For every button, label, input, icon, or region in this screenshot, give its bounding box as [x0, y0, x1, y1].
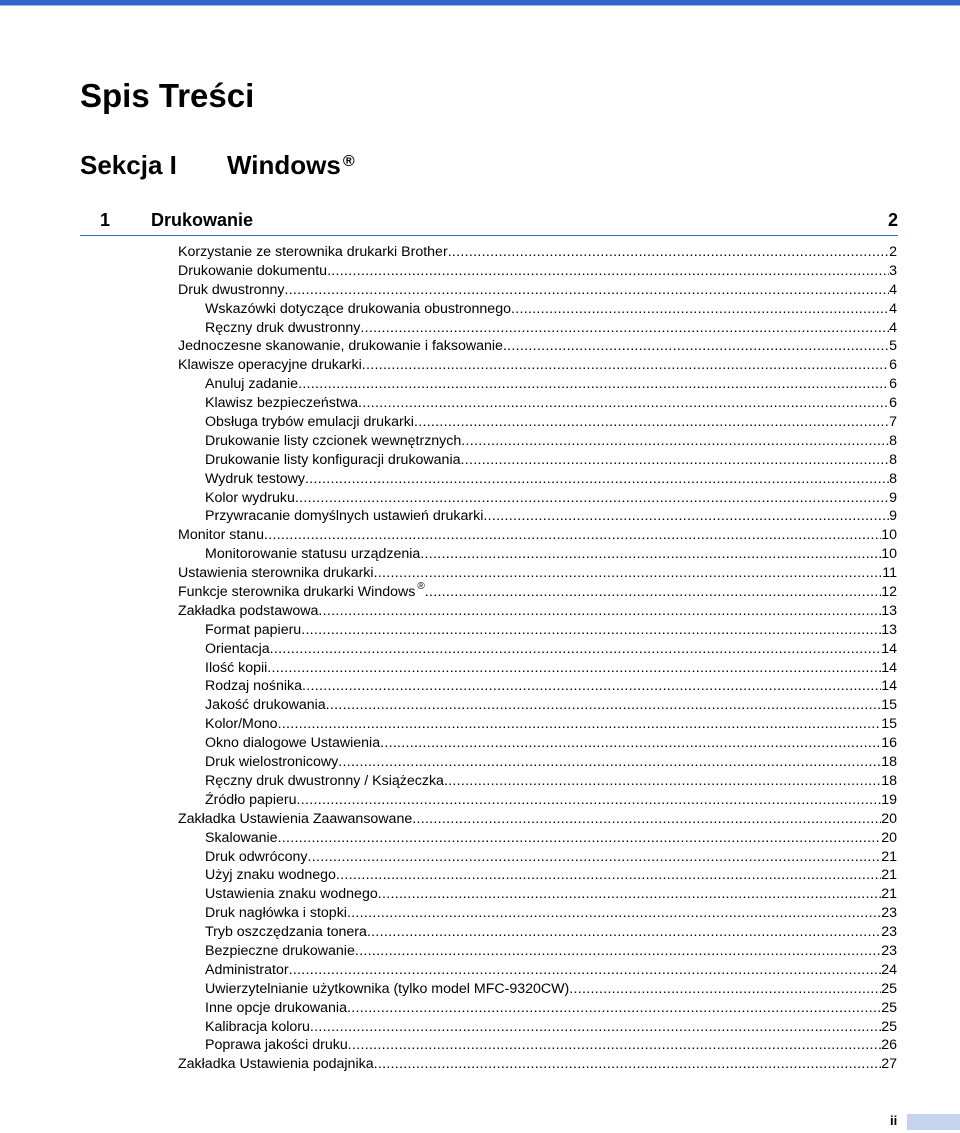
top-accent-rule — [0, 0, 960, 6]
toc-entry-page: 8 — [889, 451, 897, 468]
dot-leader — [448, 243, 889, 262]
toc-entry-page: 3 — [889, 262, 897, 279]
dot-leader — [264, 526, 881, 545]
dot-leader — [355, 942, 881, 961]
toc-entry-title — [205, 961, 289, 980]
toc-entry-title — [205, 904, 347, 923]
toc-entry-page: 25 — [881, 1018, 897, 1035]
toc-entry-page: 25 — [881, 999, 897, 1016]
toc-entry[interactable] — [178, 507, 897, 526]
dot-leader — [298, 375, 889, 394]
toc-entry-text: Monitor stanu — [178, 527, 264, 544]
dot-leader — [338, 753, 881, 772]
toc-entry-page: 11 — [882, 565, 897, 582]
toc-entry-page: 14 — [881, 640, 897, 657]
toc-entry-title — [178, 262, 327, 281]
dot-leader — [326, 696, 882, 715]
toc-entry-page: 8 — [889, 432, 897, 449]
toc-entry-text: Druk odwrócony — [205, 848, 308, 865]
toc-entry[interactable] — [178, 829, 897, 848]
toc-entry-text: Użyj znaku wodnego — [205, 867, 336, 884]
toc-entry-title — [205, 394, 358, 413]
dot-leader — [278, 829, 882, 848]
toc-entry-title — [205, 1036, 348, 1055]
dot-leader — [310, 1018, 881, 1037]
toc-entry-title — [178, 526, 264, 545]
dot-leader — [461, 451, 890, 470]
toc-entry-text: Anuluj zadanie — [205, 376, 299, 393]
toc-entry-text: Jakość drukowania — [205, 697, 326, 714]
toc-entry-title — [178, 356, 362, 375]
toc-entry-page: 18 — [881, 754, 897, 771]
toc-entry[interactable] — [178, 923, 897, 942]
toc-entry-page: 15 — [881, 697, 897, 714]
toc-entry-page: 2 — [889, 244, 897, 260]
toc-entry-text: Przywracanie domyślnych ustawień drukarki — [205, 508, 484, 525]
toc-entry-page: 4 — [889, 300, 897, 317]
toc-entry[interactable] — [178, 545, 897, 564]
toc-entry-page: 6 — [889, 357, 897, 374]
toc-entry-title — [205, 319, 360, 338]
toc-entry-text: Administrator — [205, 961, 289, 978]
toc-entry[interactable] — [178, 772, 897, 791]
chapter-number: 1 — [100, 210, 111, 230]
toc-entry-text: Druk nagłówka i stopki — [205, 905, 347, 922]
dot-leader — [483, 507, 889, 526]
toc-entry-title — [178, 337, 503, 356]
toc-entry-title — [205, 640, 270, 659]
toc-entry-page: 6 — [889, 376, 897, 393]
toc-entry-title — [205, 980, 569, 999]
toc-entry[interactable] — [178, 885, 897, 904]
toc-entry-page: 26 — [881, 1037, 897, 1054]
toc-entry[interactable] — [178, 734, 897, 753]
toc-entry-title — [205, 734, 380, 753]
toc-entry-page: 21 — [881, 848, 897, 865]
toc-entry-page: 10 — [881, 546, 897, 563]
toc-entry[interactable] — [178, 413, 897, 432]
toc-entry-text: Inne opcje drukowania — [205, 999, 347, 1016]
toc-entry-page: 20 — [881, 829, 897, 846]
footer-tab — [907, 1114, 960, 1130]
dot-leader — [336, 866, 881, 885]
toc-entry-title — [205, 470, 305, 489]
toc-entry[interactable] — [178, 621, 897, 640]
dot-leader — [348, 1036, 881, 1055]
dot-leader — [362, 356, 889, 375]
toc-entry-page: 16 — [881, 735, 897, 752]
dot-leader — [367, 923, 881, 942]
toc-entry-title — [205, 413, 414, 432]
dot-leader — [444, 772, 881, 791]
toc-entry[interactable] — [178, 243, 897, 262]
dot-leader — [378, 885, 881, 904]
toc-entry-title — [205, 677, 302, 696]
toc-entry-title — [178, 281, 284, 300]
toc-entry[interactable] — [178, 1018, 897, 1037]
toc-entry-title — [205, 507, 483, 526]
table-of-contents — [178, 243, 897, 1074]
toc-entry-page: 23 — [881, 924, 897, 941]
dot-leader — [374, 1055, 882, 1074]
dot-leader — [461, 432, 889, 451]
dot-leader — [503, 337, 889, 356]
toc-entry-page: 14 — [881, 659, 897, 676]
toc-entry-page: 13 — [881, 621, 897, 638]
toc-entry[interactable] — [178, 526, 897, 545]
toc-entry[interactable] — [178, 337, 897, 356]
toc-entry-text: Tryb oszczędzania tonera — [205, 924, 367, 941]
toc-entry[interactable] — [178, 980, 897, 999]
toc-entry[interactable] — [178, 394, 897, 413]
toc-entry[interactable] — [178, 904, 897, 923]
toc-entry-page: 4 — [889, 281, 897, 298]
toc-entry-title — [205, 300, 511, 319]
toc-entry-page: 23 — [881, 942, 897, 959]
toc-entry-page: 15 — [881, 716, 897, 733]
toc-entry[interactable] — [178, 1036, 897, 1055]
chapter-page: 2 — [887, 210, 898, 230]
toc-entry[interactable] — [178, 602, 897, 621]
dot-leader — [360, 319, 889, 338]
dot-leader — [295, 489, 889, 508]
toc-entry-page: 9 — [889, 508, 897, 525]
toc-entry-page: 10 — [881, 527, 897, 544]
toc-entry-title — [205, 432, 461, 451]
dot-leader — [302, 677, 881, 696]
toc-entry-text: Druk wielostronicowy — [205, 754, 339, 771]
toc-entry-text: Funkcje sterownika drukarki Windows — [178, 584, 416, 601]
toc-entry[interactable] — [178, 715, 897, 734]
toc-entry-text: Wydruk testowy — [205, 470, 305, 487]
dot-leader — [380, 734, 881, 753]
toc-entry-text: Kolor wydruku — [205, 489, 295, 506]
dot-leader — [270, 640, 882, 659]
dot-leader — [420, 545, 881, 564]
toc-entry-text: Ilość kopii — [205, 659, 268, 676]
toc-entry-title — [205, 545, 420, 564]
toc-entry[interactable] — [178, 866, 897, 885]
toc-entry-text: Klawisze operacyjne drukarki — [178, 357, 362, 374]
toc-entry[interactable] — [178, 564, 897, 583]
toc-entry-title — [205, 753, 338, 772]
toc-entry[interactable] — [178, 753, 897, 772]
toc-entry-title — [178, 583, 425, 602]
toc-entry[interactable] — [178, 677, 897, 696]
toc-entry-title — [205, 1018, 310, 1037]
toc-entry[interactable] — [178, 583, 897, 602]
dot-leader — [305, 470, 889, 489]
toc-entry-page: 4 — [889, 319, 897, 336]
toc-entry-page: 24 — [881, 961, 897, 978]
toc-entry[interactable] — [178, 791, 897, 810]
toc-entry[interactable] — [178, 810, 897, 829]
dot-leader — [267, 659, 881, 678]
toc-entry-page: 25 — [881, 980, 897, 997]
dot-leader — [425, 583, 882, 602]
toc-entry-title — [205, 489, 295, 508]
chapter-title: Drukowanie — [151, 210, 254, 230]
toc-entry-text: Orientacja — [205, 640, 270, 657]
toc-entry-page: 6 — [889, 395, 897, 412]
toc-entry-page: 12 — [881, 584, 897, 601]
toc-entry-text: Ustawienia znaku wodnego — [205, 886, 378, 903]
dot-leader — [358, 394, 889, 413]
toc-entry[interactable] — [178, 659, 897, 678]
toc-entry-text: Bezpieczne drukowanie — [205, 942, 355, 959]
toc-entry-text: Uwierzytelnianie użytkownika (tylko model MFC-9320CW) — [205, 980, 570, 997]
toc-entry-text: Źródło papieru — [205, 791, 297, 808]
toc-entry[interactable] — [178, 696, 897, 715]
toc-entry-title — [205, 885, 378, 904]
dot-leader — [414, 413, 889, 432]
toc-entry-page: 8 — [889, 470, 897, 487]
toc-entry-title — [205, 829, 278, 848]
toc-entry-text: Korzystanie ze sterownika drukarki Brother — [178, 244, 448, 260]
toc-entry[interactable] — [178, 300, 897, 319]
toc-entry[interactable] — [178, 432, 897, 451]
toc-entry-title — [205, 621, 301, 640]
toc-entry-text: Ustawienia sterownika drukarki — [178, 565, 374, 582]
registered-mark: ® — [342, 153, 355, 170]
toc-entry[interactable] — [178, 470, 897, 489]
toc-entry-text: Zakładka Ustawienia Zaawansowane — [178, 810, 413, 827]
toc-entry-text: Klawisz bezpieczeństwa — [205, 395, 358, 412]
dot-leader — [278, 715, 882, 734]
toc-entry[interactable] — [178, 319, 897, 338]
toc-entry-text: Monitorowanie statusu urządzenia — [205, 546, 421, 563]
dot-leader — [284, 281, 889, 300]
toc-entry-title — [205, 772, 444, 791]
dot-leader — [412, 810, 881, 829]
toc-entry-page: 27 — [881, 1056, 897, 1073]
dot-leader — [318, 602, 881, 621]
toc-entry-text: Jednoczesne skanowanie, drukowanie i faksowanie — [178, 338, 503, 355]
toc-entry-title — [205, 451, 461, 470]
toc-entry-text: Drukowanie listy konfiguracji drukowania — [205, 451, 461, 468]
toc-entry-title — [205, 999, 347, 1018]
toc-entry-page: 21 — [881, 886, 897, 903]
toc-entry[interactable] — [178, 489, 897, 508]
dot-leader — [347, 999, 881, 1018]
toc-entry-page: 21 — [881, 867, 897, 884]
toc-entry-text: Kalibracja koloru — [205, 1018, 310, 1035]
toc-entry-text: Ręczny druk dwustronny — [205, 319, 361, 336]
toc-entry-text: Okno dialogowe Ustawienia — [205, 735, 381, 752]
dot-leader — [511, 300, 889, 319]
toc-entry-title — [205, 866, 336, 885]
toc-entry-text: Zakładka podstawowa — [178, 602, 319, 619]
toc-entry-page: 23 — [881, 905, 897, 922]
toc-entry-title — [178, 602, 318, 621]
toc-entry[interactable] — [178, 942, 897, 961]
page-number: ii — [890, 1113, 898, 1128]
toc-entry-page: 19 — [881, 791, 897, 808]
toc-entry[interactable] — [178, 999, 897, 1018]
toc-entry-title — [205, 696, 326, 715]
toc-entry-title — [205, 923, 367, 942]
toc-entry[interactable] — [178, 262, 897, 281]
toc-entry-text: Druk dwustronny — [178, 281, 285, 298]
dot-leader — [569, 980, 881, 999]
toc-entry[interactable] — [178, 451, 897, 470]
toc-entry-text: Drukowanie dokumentu — [178, 262, 328, 279]
toc-entry[interactable] — [178, 640, 897, 659]
toc-entry-title — [178, 243, 448, 262]
toc-entry-text: Obsługa trybów emulacji drukarki — [205, 414, 414, 431]
toc-entry[interactable] — [178, 375, 897, 394]
section-name: Windows — [227, 150, 341, 180]
toc-entry-title — [205, 375, 298, 394]
toc-entry-page: 18 — [881, 772, 897, 789]
toc-entry-title — [178, 564, 374, 583]
toc-entry[interactable] — [178, 961, 897, 980]
dot-leader — [327, 262, 889, 281]
section-number: Sekcja I — [80, 150, 177, 180]
dot-leader — [347, 904, 881, 923]
toc-entry-page: 14 — [881, 678, 897, 695]
toc-entry-page: 7 — [889, 414, 897, 431]
dot-leader — [289, 961, 882, 980]
toc-entry-title — [205, 942, 355, 961]
dot-leader — [374, 564, 883, 583]
toc-entry-text: Skalowanie — [205, 829, 278, 846]
toc-entry-page: 13 — [881, 602, 897, 619]
toc-entry-text: Wskazówki dotyczące drukowania obustronnego — [205, 300, 511, 317]
toc-entry-title — [205, 848, 308, 867]
dot-leader — [308, 848, 882, 867]
toc-entry-text: Kolor/Mono — [205, 716, 278, 733]
toc-entry-text: Zakładka Ustawienia podajnika — [178, 1056, 374, 1073]
toc-entry-page: 9 — [889, 489, 897, 506]
toc-entry-title — [205, 715, 278, 734]
dot-leader — [301, 621, 881, 640]
toc-entry-page: 20 — [881, 810, 897, 827]
toc-entry-text: Format papieru — [205, 621, 302, 638]
section-heading — [80, 148, 355, 182]
toc-entry[interactable] — [178, 356, 897, 375]
toc-entry[interactable] — [178, 848, 897, 867]
toc-entry[interactable] — [178, 1055, 897, 1074]
page-title: Spis Treści — [80, 77, 255, 114]
toc-entry-title — [205, 791, 297, 810]
toc-entry-text: Ręczny druk dwustronny / Książeczka — [205, 772, 444, 789]
toc-entry-title — [178, 810, 412, 829]
toc-entry-title — [178, 1055, 374, 1074]
toc-entry-text: Rodzaj nośnika — [205, 678, 303, 695]
chapter-heading[interactable] — [80, 206, 898, 236]
toc-entry-title — [205, 659, 267, 678]
toc-entry-text: Drukowanie listy czcionek wewnętrznych — [205, 432, 462, 449]
toc-entry-page: 5 — [889, 338, 897, 355]
toc-entry-text: Poprawa jakości druku — [205, 1037, 348, 1054]
dot-leader — [297, 791, 882, 810]
registered-mark: ® — [417, 581, 425, 593]
toc-entry[interactable] — [178, 281, 897, 300]
